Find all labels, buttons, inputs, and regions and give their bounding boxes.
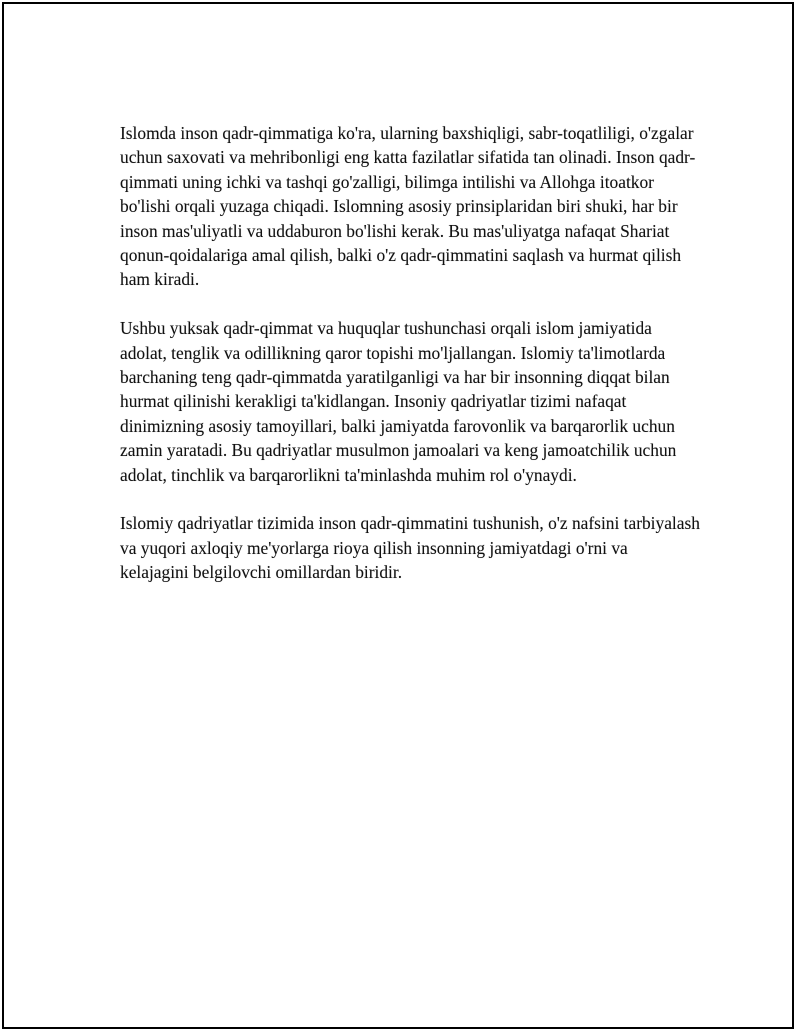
paragraph-3: Islomiy qadriyatlar tizimida inson qadr-qimmatini tushunish, o'z nafsini tarbiyalash va yuqori axloqiy me'yorlarga rioya qilish insonning jamiyatdagi o'rni va kelajagini belgilovchi omillardan biridir.: [120, 513, 700, 583]
document-page: [2, 2, 794, 1029]
document-body: [120, 121, 700, 609]
paragraph-2: Ushbu yuksak qadr-qimmat va huquqlar tushunchasi orqali islom jamiyatida adolat, tenglik va odillikning qaror topishi mo'ljallangan. Islomiy ta'limotlarda barchaning teng qadr-qimmatda yaratilganligi va har bir insonning diqqat bilan hurmat qilinishi kerakligi ta'kidlangan. Insoniy qadriyatlar tizimi nafaqat dinimizning asosiy tamoyillari, balki jamiyatda farovonlik va barqarorlik uchun zamin yaratadi. Bu qadriyatlar musulmon jamoalari va keng jamoatchilik uchun adolat, tinchlik va barqarorlikni ta'minlashda muhim rol o'ynaydi.: [120, 318, 677, 485]
paragraph-1: Islomda inson qadr-qimmatiga ko'ra, ularning baxshiqligi, sabr-toqatliligi, o'zgalar uchun saxovati va mehribonligi eng katta fazilatlar sifatida tan olinadi. Inson qadr-qimmati uning ichki va tashqi go'zalligi, bilimga intilishi va Allohga itoatkor bo'lishi orqali yuzaga chiqadi. Islomning asosiy prinsiplaridan biri shuki, har bir inson mas'uliyatli va uddaburon bo'lishi kerak. Bu mas'uliyatga nafaqat Shariat qonun-qoidalariga amal qilish, balki o'z qadr-qimmatini saqlash va hurmat qilish ham kiradi.: [120, 123, 696, 290]
